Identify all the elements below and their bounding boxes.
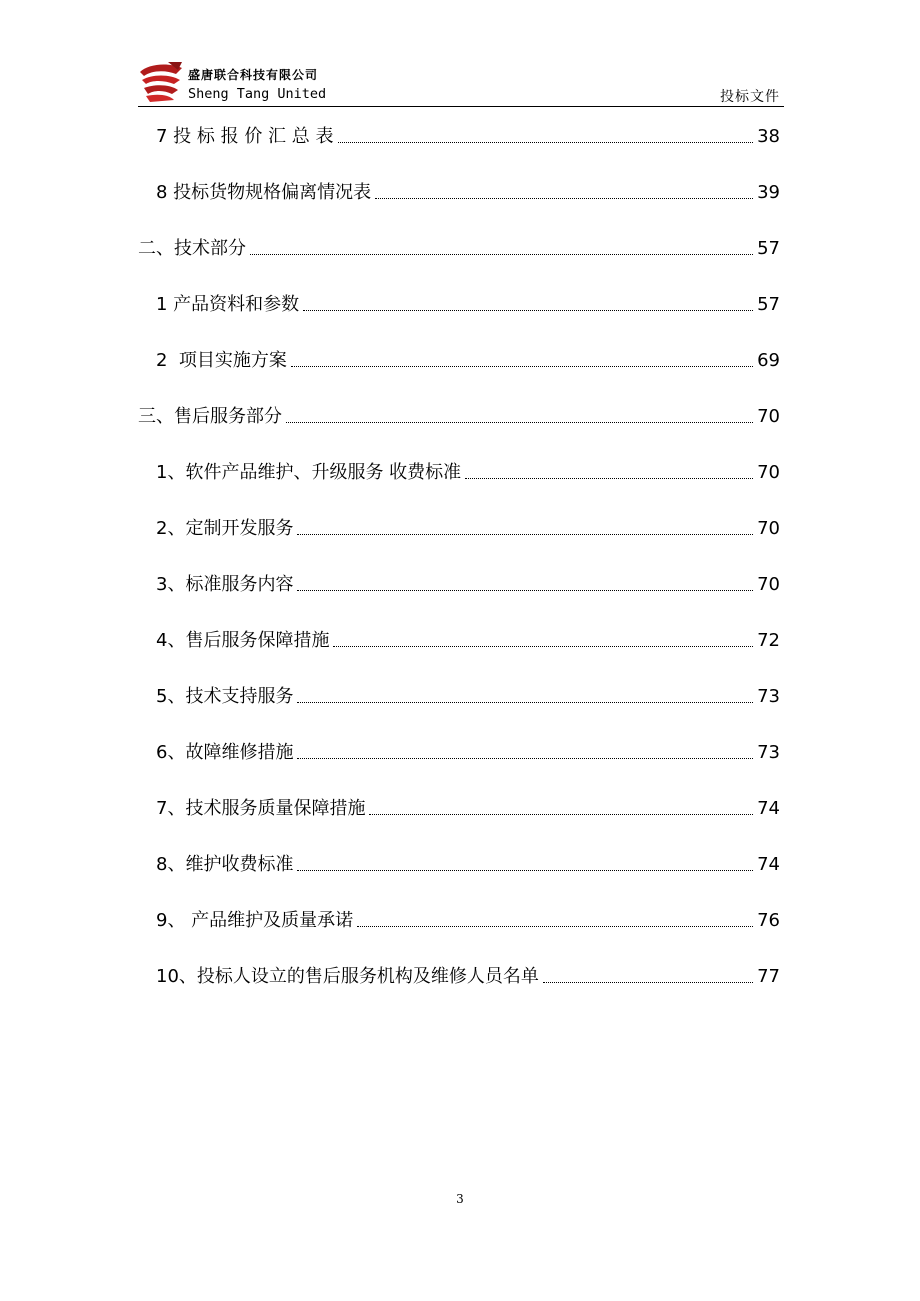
toc-leader [543, 982, 753, 983]
toc-entry-page: 70 [757, 518, 780, 539]
toc-leader [465, 478, 753, 479]
toc-entry-title: 3、标准服务内容 [156, 574, 294, 595]
toc-leader [297, 590, 753, 591]
toc-entry-page: 76 [757, 910, 780, 931]
toc-entry-title: 二、技术部分 [138, 238, 246, 259]
toc-entry-page: 70 [757, 574, 780, 595]
toc-entry[interactable] [156, 292, 780, 318]
toc-entry-page: 39 [757, 182, 780, 203]
toc-entry[interactable] [156, 348, 780, 374]
company-name-cn: 盛唐联合科技有限公司 [188, 68, 319, 82]
toc-leader [303, 310, 753, 311]
toc-entry-page: 77 [757, 966, 780, 987]
toc-leader [297, 758, 753, 759]
toc-entry-title: 5、技术支持服务 [156, 686, 294, 707]
toc-entry-page: 73 [757, 742, 780, 763]
toc-entry[interactable] [156, 460, 780, 486]
toc-entry-page: 57 [757, 294, 780, 315]
toc-entry-page: 73 [757, 686, 780, 707]
toc-entry-title: 10、投标人设立的售后服务机构及维修人员名单 [156, 966, 539, 987]
toc-entry[interactable] [156, 796, 780, 822]
company-name-en: Sheng Tang United [188, 86, 327, 102]
toc-entry[interactable] [138, 404, 780, 430]
toc-entry-title: 2、定制开发服务 [156, 518, 294, 539]
page-number: 3 [456, 1192, 464, 1206]
toc-entry-title: 7 投 标 报 价 汇 总 表 [156, 126, 334, 147]
toc-entry-title: 9、 产品维护及质量承诺 [156, 910, 354, 931]
toc-entry-title: 6、故障维修措施 [156, 742, 294, 763]
toc-entry-title: 1、软件产品维护、升级服务 收费标准 [156, 462, 462, 483]
toc-entry-title: 7、技术服务质量保障措施 [156, 798, 366, 819]
toc-entry-title: 2 项目实施方案 [156, 350, 287, 371]
toc-leader [375, 198, 753, 199]
toc-entry-page: 74 [757, 798, 780, 819]
toc-entry[interactable] [156, 964, 780, 990]
toc-entry[interactable] [156, 740, 780, 766]
toc-entry[interactable] [156, 572, 780, 598]
toc-entry-title: 1 产品资料和参数 [156, 294, 300, 315]
toc-entry[interactable] [156, 516, 780, 542]
toc-entry[interactable] [156, 124, 780, 150]
toc-entry-page: 70 [757, 406, 780, 427]
toc-leader [286, 422, 753, 423]
toc-entry-title: 4、售后服务保障措施 [156, 630, 330, 651]
toc-leader [357, 926, 753, 927]
toc-entry-title: 8 投标货物规格偏离情况表 [156, 182, 372, 203]
toc-leader [333, 646, 753, 647]
toc-entry-page: 72 [757, 630, 780, 651]
toc-entry[interactable] [156, 852, 780, 878]
toc-entry[interactable] [156, 180, 780, 206]
toc-entry[interactable] [156, 628, 780, 654]
toc-entry-page: 69 [757, 350, 780, 371]
toc-entry-page: 74 [757, 854, 780, 875]
toc-leader [297, 870, 753, 871]
toc-leader [291, 366, 753, 367]
toc-entry-page: 70 [757, 462, 780, 483]
toc-leader [297, 702, 753, 703]
toc-entry[interactable] [156, 684, 780, 710]
toc-entry[interactable] [156, 908, 780, 934]
toc-entry[interactable] [138, 236, 780, 262]
toc-entry-title: 8、维护收费标准 [156, 854, 294, 875]
toc-leader [369, 814, 753, 815]
toc-leader [250, 254, 753, 255]
toc-entry-title: 三、售后服务部分 [138, 406, 282, 427]
toc-entry-page: 38 [757, 126, 780, 147]
document-type: 投标文件 [720, 89, 780, 105]
toc-leader [338, 142, 754, 143]
toc-entry-page: 57 [757, 238, 780, 259]
toc-leader [297, 534, 753, 535]
